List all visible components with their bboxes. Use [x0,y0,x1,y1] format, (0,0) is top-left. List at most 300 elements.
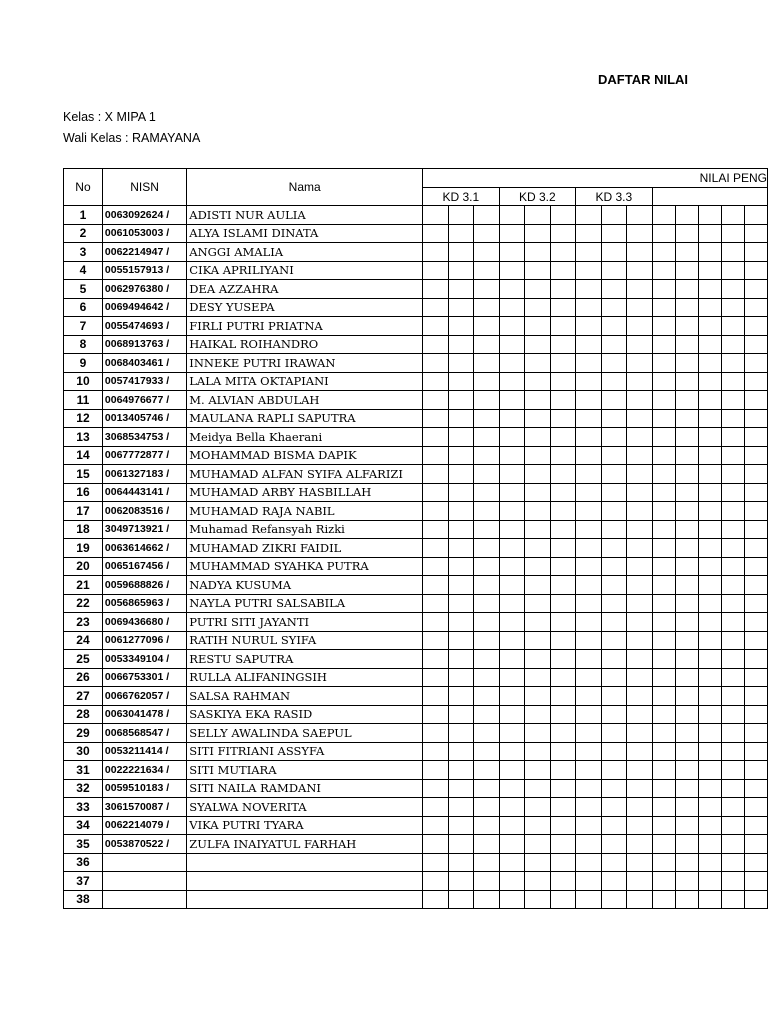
grade-cell[interactable] [601,465,627,484]
grade-cell[interactable] [525,835,551,854]
grade-cell[interactable] [576,724,602,743]
grade-cell[interactable] [474,335,500,354]
grade-cell[interactable] [448,502,474,521]
grade-cell[interactable] [721,539,744,558]
grade-cell[interactable] [744,594,767,613]
grade-cell[interactable] [576,261,602,280]
grade-cell[interactable] [499,650,525,669]
grade-cell[interactable] [423,372,449,391]
grade-cell[interactable] [576,243,602,262]
grade-cell[interactable] [744,724,767,743]
grade-cell[interactable] [627,409,653,428]
grade-cell[interactable] [675,539,698,558]
grade-cell[interactable] [448,631,474,650]
grade-cell[interactable] [423,354,449,373]
grade-cell[interactable] [601,261,627,280]
grade-cell[interactable] [627,594,653,613]
grade-cell[interactable] [744,280,767,299]
grade-cell[interactable] [576,298,602,317]
grade-cell[interactable] [499,779,525,798]
grade-cell[interactable] [576,557,602,576]
grade-cell[interactable] [474,594,500,613]
grade-cell[interactable] [698,594,721,613]
grade-cell[interactable] [675,798,698,817]
grade-cell[interactable] [721,816,744,835]
grade-cell[interactable] [721,631,744,650]
grade-cell[interactable] [721,687,744,706]
grade-cell[interactable] [499,705,525,724]
grade-cell[interactable] [423,687,449,706]
grade-cell[interactable] [423,668,449,687]
grade-cell[interactable] [601,835,627,854]
grade-cell[interactable] [525,816,551,835]
grade-cell[interactable] [550,650,576,669]
grade-cell[interactable] [601,335,627,354]
grade-cell[interactable] [423,705,449,724]
grade-cell[interactable] [652,761,675,780]
grade-cell[interactable] [721,724,744,743]
grade-cell[interactable] [601,372,627,391]
grade-cell[interactable] [423,539,449,558]
grade-cell[interactable] [627,853,653,872]
grade-cell[interactable] [627,354,653,373]
grade-cell[interactable] [423,872,449,891]
grade-cell[interactable] [744,261,767,280]
grade-cell[interactable] [525,853,551,872]
grade-cell[interactable] [525,335,551,354]
grade-cell[interactable] [499,557,525,576]
grade-cell[interactable] [576,779,602,798]
grade-cell[interactable] [576,354,602,373]
grade-cell[interactable] [499,243,525,262]
grade-cell[interactable] [499,798,525,817]
grade-cell[interactable] [448,816,474,835]
grade-cell[interactable] [675,354,698,373]
grade-cell[interactable] [474,391,500,410]
grade-cell[interactable] [550,576,576,595]
grade-cell[interactable] [474,317,500,336]
grade-cell[interactable] [744,557,767,576]
grade-cell[interactable] [423,557,449,576]
grade-cell[interactable] [448,391,474,410]
grade-cell[interactable] [601,354,627,373]
grade-cell[interactable] [601,816,627,835]
grade-cell[interactable] [525,391,551,410]
grade-cell[interactable] [744,779,767,798]
grade-cell[interactable] [525,206,551,225]
grade-cell[interactable] [744,798,767,817]
grade-cell[interactable] [601,557,627,576]
grade-cell[interactable] [744,335,767,354]
grade-cell[interactable] [423,502,449,521]
grade-cell[interactable] [576,446,602,465]
grade-cell[interactable] [525,779,551,798]
grade-cell[interactable] [675,372,698,391]
grade-cell[interactable] [525,798,551,817]
grade-cell[interactable] [550,798,576,817]
grade-cell[interactable] [550,483,576,502]
grade-cell[interactable] [721,354,744,373]
grade-cell[interactable] [423,631,449,650]
grade-cell[interactable] [423,446,449,465]
grade-cell[interactable] [627,761,653,780]
grade-cell[interactable] [744,372,767,391]
grade-cell[interactable] [627,428,653,447]
grade-cell[interactable] [675,502,698,521]
grade-cell[interactable] [627,705,653,724]
grade-cell[interactable] [550,335,576,354]
grade-cell[interactable] [675,224,698,243]
grade-cell[interactable] [652,705,675,724]
grade-cell[interactable] [675,835,698,854]
grade-cell[interactable] [698,631,721,650]
grade-cell[interactable] [550,206,576,225]
grade-cell[interactable] [423,576,449,595]
grade-cell[interactable] [721,742,744,761]
grade-cell[interactable] [448,335,474,354]
grade-cell[interactable] [474,354,500,373]
grade-cell[interactable] [423,206,449,225]
grade-cell[interactable] [744,668,767,687]
grade-cell[interactable] [423,798,449,817]
grade-cell[interactable] [525,446,551,465]
grade-cell[interactable] [721,483,744,502]
grade-cell[interactable] [576,650,602,669]
grade-cell[interactable] [744,835,767,854]
grade-cell[interactable] [721,243,744,262]
grade-cell[interactable] [698,280,721,299]
grade-cell[interactable] [627,243,653,262]
grade-cell[interactable] [499,206,525,225]
grade-cell[interactable] [550,742,576,761]
grade-cell[interactable] [423,761,449,780]
grade-cell[interactable] [423,724,449,743]
grade-cell[interactable] [675,613,698,632]
grade-cell[interactable] [499,428,525,447]
grade-cell[interactable] [448,668,474,687]
grade-cell[interactable] [474,243,500,262]
grade-cell[interactable] [652,890,675,909]
grade-cell[interactable] [601,520,627,539]
grade-cell[interactable] [576,687,602,706]
grade-cell[interactable] [744,446,767,465]
grade-cell[interactable] [423,835,449,854]
grade-cell[interactable] [721,465,744,484]
grade-cell[interactable] [698,835,721,854]
grade-cell[interactable] [423,853,449,872]
grade-cell[interactable] [698,520,721,539]
grade-cell[interactable] [627,483,653,502]
grade-cell[interactable] [448,557,474,576]
grade-cell[interactable] [721,761,744,780]
grade-cell[interactable] [499,613,525,632]
grade-cell[interactable] [744,650,767,669]
grade-cell[interactable] [652,872,675,891]
grade-cell[interactable] [627,391,653,410]
grade-cell[interactable] [652,483,675,502]
grade-cell[interactable] [525,243,551,262]
grade-cell[interactable] [499,409,525,428]
grade-cell[interactable] [550,668,576,687]
grade-cell[interactable] [550,872,576,891]
grade-cell[interactable] [550,243,576,262]
grade-cell[interactable] [525,890,551,909]
grade-cell[interactable] [698,705,721,724]
grade-cell[interactable] [698,668,721,687]
grade-cell[interactable] [601,206,627,225]
grade-cell[interactable] [423,650,449,669]
grade-cell[interactable] [474,539,500,558]
grade-cell[interactable] [448,317,474,336]
grade-cell[interactable] [744,687,767,706]
grade-cell[interactable] [698,298,721,317]
grade-cell[interactable] [499,446,525,465]
grade-cell[interactable] [721,835,744,854]
grade-cell[interactable] [601,576,627,595]
grade-cell[interactable] [721,261,744,280]
grade-cell[interactable] [601,650,627,669]
grade-cell[interactable] [675,243,698,262]
grade-cell[interactable] [423,520,449,539]
grade-cell[interactable] [525,280,551,299]
grade-cell[interactable] [448,705,474,724]
grade-cell[interactable] [675,779,698,798]
grade-cell[interactable] [721,409,744,428]
grade-cell[interactable] [525,742,551,761]
grade-cell[interactable] [474,557,500,576]
grade-cell[interactable] [576,742,602,761]
grade-cell[interactable] [601,391,627,410]
grade-cell[interactable] [744,613,767,632]
grade-cell[interactable] [423,409,449,428]
grade-cell[interactable] [474,872,500,891]
grade-cell[interactable] [550,779,576,798]
grade-cell[interactable] [448,428,474,447]
grade-cell[interactable] [698,779,721,798]
grade-cell[interactable] [550,594,576,613]
grade-cell[interactable] [499,687,525,706]
grade-cell[interactable] [652,835,675,854]
grade-cell[interactable] [525,557,551,576]
grade-cell[interactable] [652,391,675,410]
grade-cell[interactable] [698,354,721,373]
grade-cell[interactable] [601,705,627,724]
grade-cell[interactable] [525,668,551,687]
grade-cell[interactable] [448,613,474,632]
grade-cell[interactable] [627,539,653,558]
grade-cell[interactable] [499,372,525,391]
grade-cell[interactable] [550,391,576,410]
grade-cell[interactable] [448,298,474,317]
grade-cell[interactable] [627,446,653,465]
grade-cell[interactable] [721,779,744,798]
grade-cell[interactable] [721,668,744,687]
grade-cell[interactable] [675,631,698,650]
grade-cell[interactable] [448,446,474,465]
grade-cell[interactable] [627,742,653,761]
grade-cell[interactable] [576,835,602,854]
grade-cell[interactable] [698,742,721,761]
grade-cell[interactable] [675,742,698,761]
grade-cell[interactable] [627,502,653,521]
grade-cell[interactable] [550,261,576,280]
grade-cell[interactable] [601,853,627,872]
grade-cell[interactable] [423,317,449,336]
grade-cell[interactable] [627,261,653,280]
grade-cell[interactable] [601,428,627,447]
grade-cell[interactable] [744,853,767,872]
grade-cell[interactable] [698,224,721,243]
grade-cell[interactable] [474,520,500,539]
grade-cell[interactable] [474,798,500,817]
grade-cell[interactable] [576,539,602,558]
grade-cell[interactable] [525,576,551,595]
grade-cell[interactable] [652,594,675,613]
grade-cell[interactable] [675,261,698,280]
grade-cell[interactable] [698,724,721,743]
grade-cell[interactable] [652,520,675,539]
grade-cell[interactable] [576,761,602,780]
grade-cell[interactable] [576,280,602,299]
grade-cell[interactable] [474,502,500,521]
grade-cell[interactable] [698,261,721,280]
grade-cell[interactable] [627,816,653,835]
grade-cell[interactable] [652,354,675,373]
grade-cell[interactable] [499,668,525,687]
grade-cell[interactable] [474,742,500,761]
grade-cell[interactable] [525,872,551,891]
grade-cell[interactable] [499,280,525,299]
grade-cell[interactable] [448,872,474,891]
grade-cell[interactable] [675,465,698,484]
grade-cell[interactable] [448,650,474,669]
grade-cell[interactable] [576,409,602,428]
grade-cell[interactable] [423,335,449,354]
grade-cell[interactable] [448,409,474,428]
grade-cell[interactable] [423,742,449,761]
grade-cell[interactable] [627,835,653,854]
grade-cell[interactable] [698,613,721,632]
grade-cell[interactable] [550,613,576,632]
grade-cell[interactable] [550,465,576,484]
grade-cell[interactable] [448,853,474,872]
grade-cell[interactable] [601,613,627,632]
grade-cell[interactable] [744,742,767,761]
grade-cell[interactable] [675,890,698,909]
grade-cell[interactable] [601,631,627,650]
grade-cell[interactable] [474,224,500,243]
grade-cell[interactable] [525,650,551,669]
grade-cell[interactable] [499,724,525,743]
grade-cell[interactable] [423,243,449,262]
grade-cell[interactable] [652,280,675,299]
grade-cell[interactable] [474,668,500,687]
grade-cell[interactable] [550,816,576,835]
grade-cell[interactable] [448,372,474,391]
grade-cell[interactable] [721,576,744,595]
grade-cell[interactable] [576,502,602,521]
grade-cell[interactable] [499,317,525,336]
grade-cell[interactable] [627,687,653,706]
grade-cell[interactable] [744,502,767,521]
grade-cell[interactable] [576,465,602,484]
grade-cell[interactable] [576,317,602,336]
grade-cell[interactable] [627,372,653,391]
grade-cell[interactable] [576,631,602,650]
grade-cell[interactable] [448,224,474,243]
grade-cell[interactable] [721,428,744,447]
grade-cell[interactable] [550,853,576,872]
grade-cell[interactable] [675,391,698,410]
grade-cell[interactable] [499,872,525,891]
grade-cell[interactable] [627,779,653,798]
grade-cell[interactable] [698,650,721,669]
grade-cell[interactable] [698,502,721,521]
grade-cell[interactable] [423,391,449,410]
grade-cell[interactable] [499,761,525,780]
grade-cell[interactable] [652,261,675,280]
grade-cell[interactable] [601,409,627,428]
grade-cell[interactable] [601,224,627,243]
grade-cell[interactable] [499,539,525,558]
grade-cell[interactable] [601,687,627,706]
grade-cell[interactable] [675,206,698,225]
grade-cell[interactable] [474,816,500,835]
grade-cell[interactable] [499,354,525,373]
grade-cell[interactable] [652,668,675,687]
grade-cell[interactable] [474,261,500,280]
grade-cell[interactable] [550,890,576,909]
grade-cell[interactable] [698,428,721,447]
grade-cell[interactable] [550,687,576,706]
grade-cell[interactable] [525,372,551,391]
grade-cell[interactable] [601,724,627,743]
grade-cell[interactable] [601,742,627,761]
grade-cell[interactable] [652,853,675,872]
grade-cell[interactable] [744,761,767,780]
grade-cell[interactable] [721,317,744,336]
grade-cell[interactable] [721,798,744,817]
grade-cell[interactable] [721,446,744,465]
grade-cell[interactable] [423,280,449,299]
grade-cell[interactable] [576,798,602,817]
grade-cell[interactable] [550,631,576,650]
grade-cell[interactable] [627,872,653,891]
grade-cell[interactable] [675,668,698,687]
grade-cell[interactable] [744,520,767,539]
grade-cell[interactable] [627,631,653,650]
grade-cell[interactable] [744,890,767,909]
grade-cell[interactable] [499,816,525,835]
grade-cell[interactable] [601,317,627,336]
grade-cell[interactable] [698,576,721,595]
grade-cell[interactable] [448,594,474,613]
grade-cell[interactable] [448,890,474,909]
grade-cell[interactable] [721,594,744,613]
grade-cell[interactable] [744,409,767,428]
grade-cell[interactable] [601,446,627,465]
grade-cell[interactable] [675,317,698,336]
grade-cell[interactable] [652,206,675,225]
grade-cell[interactable] [698,853,721,872]
grade-cell[interactable] [744,298,767,317]
grade-cell[interactable] [423,613,449,632]
grade-cell[interactable] [652,798,675,817]
grade-cell[interactable] [448,761,474,780]
grade-cell[interactable] [601,668,627,687]
grade-cell[interactable] [448,687,474,706]
grade-cell[interactable] [698,761,721,780]
